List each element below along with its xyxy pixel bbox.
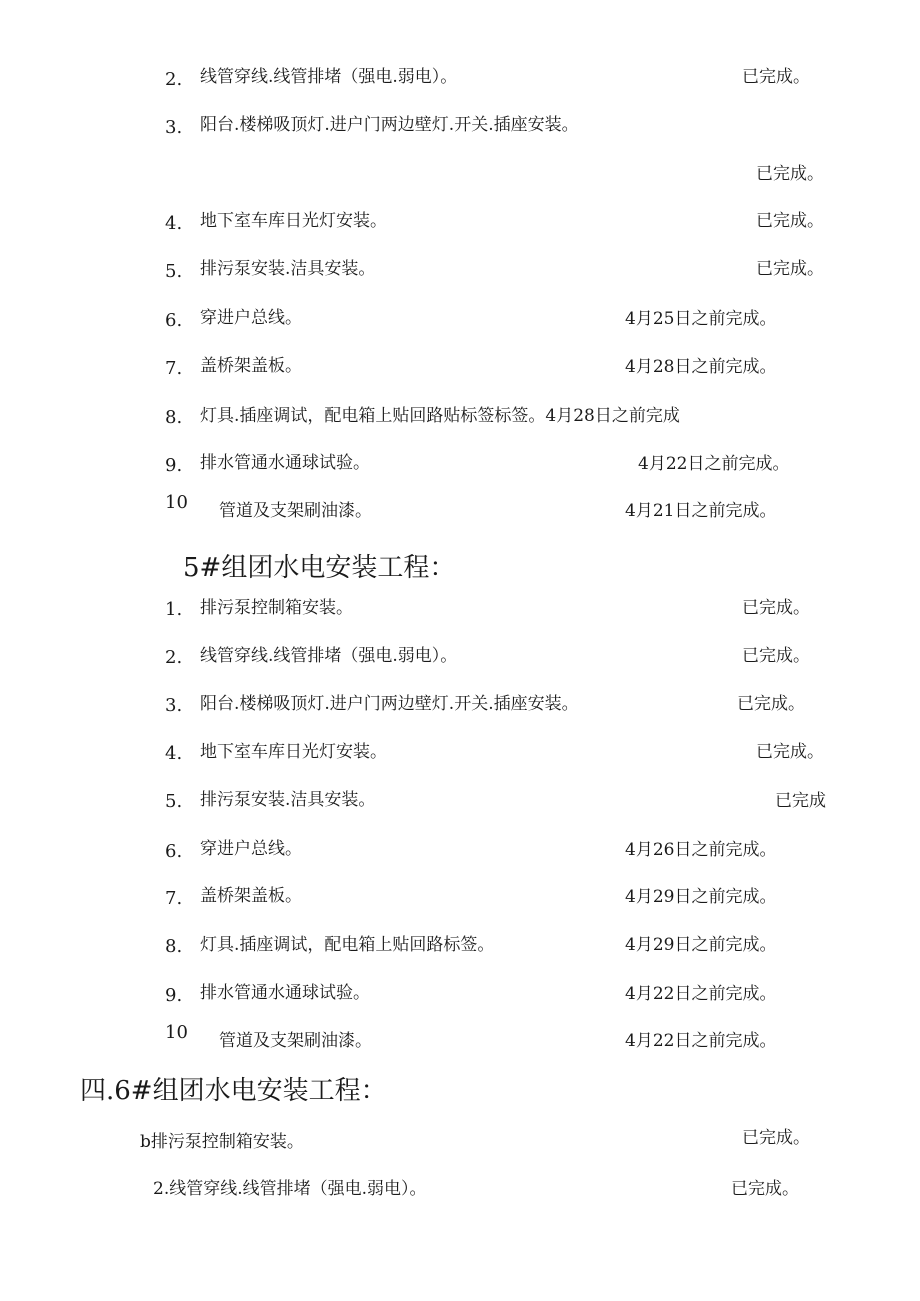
item-text: 管道及支架刷油漆。 [219,1031,372,1051]
item-number: 9. [165,455,183,476]
item-text: 地下室车库日光灯安装。 [200,211,387,231]
item-text: 管道及支架刷油漆。 [219,501,372,521]
item-text: 盖桥架盖板。 [200,356,302,376]
item-status: 已完成。 [731,1179,799,1199]
item-status: 4月21日之前完成。 [625,501,777,521]
item-text: 盖桥架盖板。 [200,886,302,906]
item-status: 已完成。 [742,598,810,618]
item-number: 5. [165,261,183,282]
item-text: 线管穿线.线管排堵（强电.弱电）。 [200,646,458,666]
item-number: 4. [165,213,183,234]
item-text: 排水管通水通球试验。 [200,453,370,473]
item-number: 3. [165,695,183,716]
item-text: 排污泵控制箱安装。 [200,598,353,618]
item-status: 已完成。 [742,67,810,87]
item-status: 4月22日之前完成。 [625,984,777,1004]
item-number: 10 [165,1022,188,1043]
item-number: 4. [165,743,183,764]
section-heading-5: 5#组团水电安装工程： [183,553,456,583]
item-text: 穿进户总线。 [200,308,302,328]
item-text: 排污泵安装.洁具安装。 [200,790,376,810]
item-status: 已完成。 [756,742,824,762]
item-status: 4月29日之前完成。 [625,935,777,955]
item-status: 4月28日之前完成。 [625,357,777,377]
item-number: 7. [165,888,183,909]
item-text: 排水管通水通球试验。 [200,983,370,1003]
item-text: 穿进户总线。 [200,839,302,859]
item-status: 已完成。 [756,259,824,279]
item-number: 8. [165,936,183,957]
item-status: 已完成 [775,791,826,811]
item-number: 1. [165,599,183,620]
item-text: 灯具.插座调试，配电箱上贴回路标签。 [200,935,495,955]
item-text: 线管穿线.线管排堵（强电.弱电）。 [200,67,458,87]
item-text: 阳台.楼梯吸顶灯.进户门两边壁灯.开关.插座安装。 [200,115,579,135]
item-text: b排污泵控制箱安装。 [140,1132,304,1152]
item-text: 2.线管穿线.线管排堵（强电.弱电）。 [153,1179,427,1199]
item-number: 6. [165,310,183,331]
item-number: 9. [165,985,183,1006]
item-status: 已完成。 [742,646,810,666]
item-status: 已完成。 [742,1128,810,1148]
item-number: 3. [165,117,183,138]
item-status: 已完成。 [737,694,805,714]
item-status: 4月26日之前完成。 [625,840,777,860]
item-number: 10 [165,492,188,513]
item-number: 2. [165,647,183,668]
item-text: 排污泵安装.洁具安装。 [200,259,376,279]
section-heading-6: 四.6#组团水电安装工程： [80,1076,387,1106]
item-text: 灯具.插座调试，配电箱上贴回路贴标签标签。4月28日之前完成 [200,406,680,426]
item-number: 7. [165,358,183,379]
item-text: 地下室车库日光灯安装。 [200,742,387,762]
item-text: 阳台.楼梯吸顶灯.进户门两边壁灯.开关.插座安装。 [200,694,579,714]
item-number: 2. [165,69,183,90]
item-number: 5. [165,791,183,812]
item-status: 4月22日之前完成。 [625,1031,777,1051]
item-status: 4月29日之前完成。 [625,887,777,907]
item-number: 8. [165,407,183,428]
item-status: 已完成。 [756,164,824,184]
item-status: 4月22日之前完成。 [638,454,790,474]
item-number: 6. [165,841,183,862]
item-status: 4月25日之前完成。 [625,309,777,329]
item-status: 已完成。 [756,211,824,231]
